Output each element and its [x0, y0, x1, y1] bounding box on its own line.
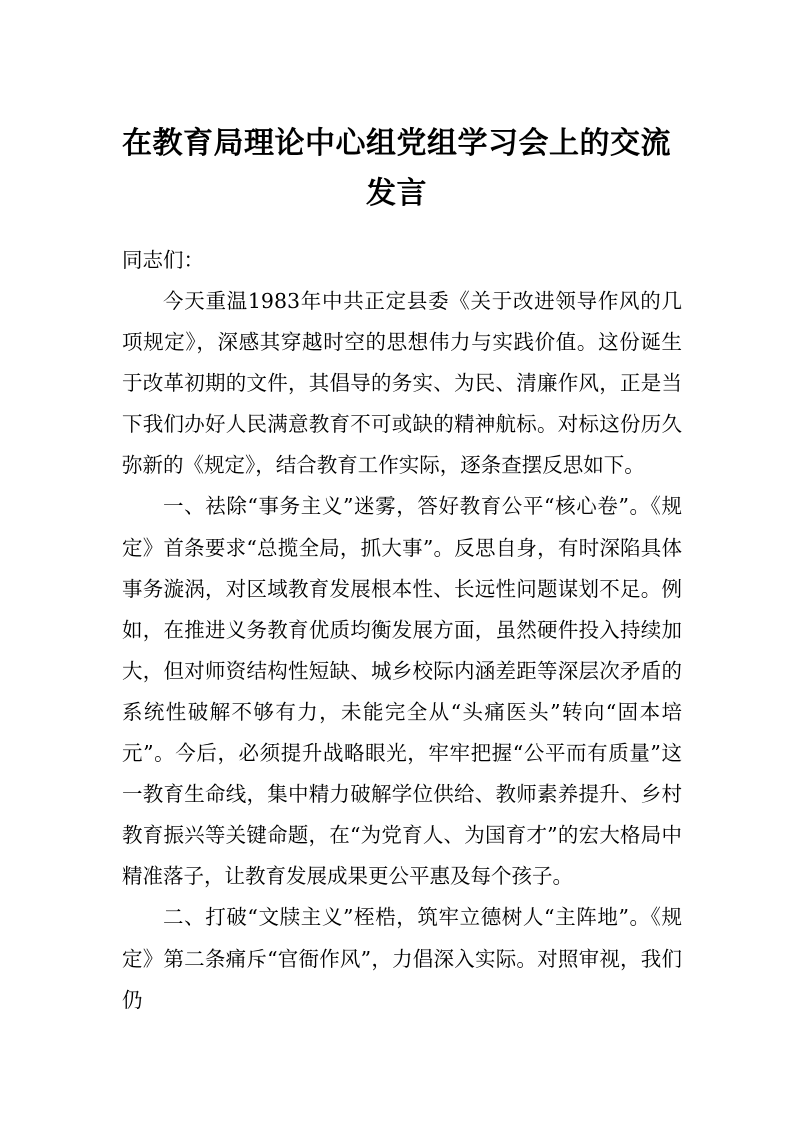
- document-body: [122, 281, 682, 1021]
- document-title-line-2: 发言: [366, 176, 427, 211]
- salutation: 同志们：: [122, 248, 204, 272]
- paragraph-intro: 今天重温1983年中共正定县委《关于改进领导作风的几项规定》，深感其穿越时空的思想伟力与实践价值。这份诞生于改革初期的文件，其倡导的务实、为民、清廉作风，正是当下我们办好人民满意教育不可或缺的精神航标。对标这份历久弥新的《规定》，结合教育工作实际，逐条查摆反思如下。: [122, 289, 682, 478]
- document-title-line-1: 在教育局理论中心组党组学习会上的交流: [122, 126, 671, 161]
- paragraph-section-1: 一、祛除“事务主义”迷雾，答好教育公平“核心卷”。《规定》首条要求“总揽全局，抓大事”。反思自身，有时深陷具体事务漩涡，对区域教育发展根本性、长远性问题谋划不足。例如，在推进义务教育优质均衡发展方面，虽然硬件投入持续加大，但对师资结构性短缺、城乡校际内涵差距等深层次矛盾的系统性破解不够有力，未能完全从“头痛医头”转向“固本培元”。今后，必须提升战略眼光，牢牢把握“公平而有质量”这一教育生命线，集中精力破解学位供给、教师素养提升、乡村教育振兴等关键命题，在“为党育人、为国育才”的宏大格局中精准落子，让教育发展成果更公平惠及每个孩子。: [122, 494, 682, 889]
- paragraph-section-2: 二、打破“文牍主义”桎梏，筑牢立德树人“主阵地”。《规定》第二条痛斥“官衙作风”，力倡深入实际。对照审视，我们仍: [122, 905, 682, 1012]
